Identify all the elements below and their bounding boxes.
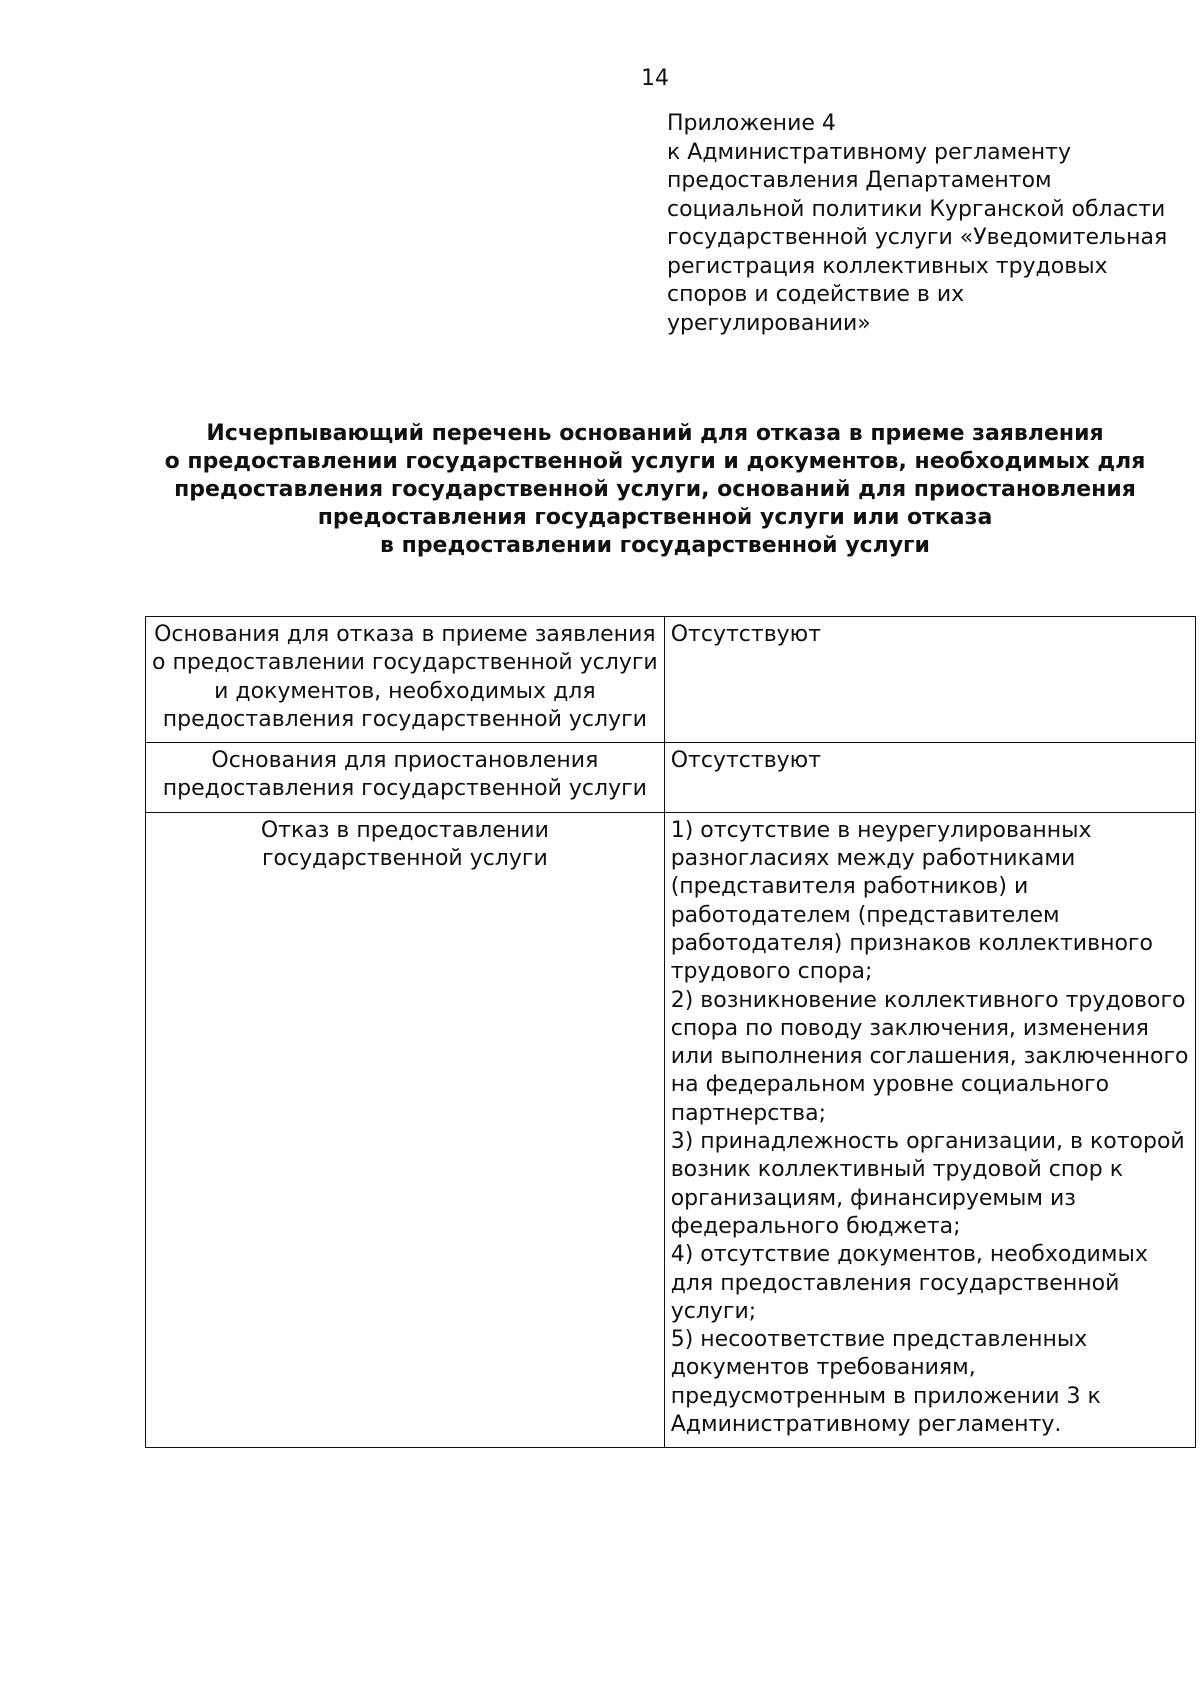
appendix-line: к Административному регламенту — [667, 139, 1071, 165]
appendix-line: урегулировании» — [667, 310, 871, 336]
cell-line: партнерства; — [670, 1100, 827, 1126]
cell-line: (представителя работников) и — [670, 874, 1029, 900]
cell-line: работодателя) признаков коллективного — [670, 930, 1153, 956]
cell-line: для предоставления государственной — [670, 1270, 1120, 1296]
table-value-cell — [664, 743, 1195, 813]
document-title — [150, 420, 1160, 560]
cell-line: разногласиях между работниками — [670, 846, 1076, 872]
cell-line: 4) отсутствие документов, необходимых — [670, 1242, 1148, 1268]
cell-line: предоставления государственной услуги — [162, 776, 647, 802]
cell-line: Административному регламенту. — [670, 1412, 1062, 1438]
cell-line: и документов, необходимых для — [214, 678, 596, 704]
title-line: предоставления государственной услуги или отказа — [317, 505, 993, 530]
cell-line: о предоставлении государственной услуги — [152, 650, 658, 676]
cell-line: организациям, финансируемым из — [670, 1185, 1076, 1211]
cell-line: спора по поводу заключения, изменения — [670, 1015, 1149, 1041]
cell-line: на федеральном уровне социального — [670, 1072, 1110, 1098]
appendix-line: социальной политики Курганской области — [667, 196, 1166, 222]
title-line: предоставления государственной услуги, оснований для приостановления — [174, 477, 1136, 502]
cell-line: трудового спора; — [670, 959, 873, 985]
cell-line: Отказ в предоставлении — [260, 817, 549, 843]
appendix-line: предоставления Департаментом — [667, 168, 1052, 193]
title-line: Исчерпывающий перечень оснований для отказа в приеме заявления — [206, 421, 1104, 446]
appendix-header — [667, 110, 1187, 338]
cell-line: предусмотренным в приложении 3 к — [670, 1383, 1101, 1409]
appendix-line: Приложение 4 — [667, 111, 836, 136]
cell-line: 5) несоответствие представленных — [670, 1327, 1088, 1353]
cell-line: услуги; — [670, 1298, 757, 1324]
table-row — [146, 617, 1196, 743]
cell-line: или выполнения соглашения, заключенного — [670, 1044, 1189, 1070]
table-row — [146, 743, 1196, 813]
cell-line: работодателем (представителем — [670, 902, 1060, 928]
cell-line: Основания для отказа в приеме заявления — [154, 622, 656, 647]
table-row — [146, 812, 1196, 1448]
appendix-line: регистрация коллективных трудовых — [667, 253, 1108, 279]
cell-line: 1) отсутствие в неурегулированных — [670, 817, 1092, 843]
title-line: в предоставлении государственной услуги — [380, 533, 930, 558]
table-label-cell — [146, 617, 665, 743]
page-number: 14 — [641, 66, 669, 91]
cell-line: 3) принадлежность организации, в которой — [670, 1129, 1185, 1155]
cell-line: федерального бюджета; — [670, 1213, 961, 1239]
table-value-cell — [664, 617, 1195, 743]
appendix-line: споров и содействие в их — [667, 282, 965, 307]
title-line: о предоставлении государственной услуги и документов, необходимых для — [164, 449, 1146, 474]
cell-line: государственной услуги — [261, 846, 548, 872]
cell-line: предоставления государственной услуги — [162, 706, 647, 732]
cell-line: Отсутствуют — [670, 748, 822, 774]
cell-line: Отсутствуют — [670, 622, 822, 647]
cell-line: возник коллективный трудовой спор к — [670, 1157, 1123, 1183]
table-value-cell — [664, 812, 1195, 1448]
table-label-cell — [146, 812, 665, 1448]
cell-line: документов требованиям, — [670, 1355, 976, 1381]
grounds-table — [145, 616, 1196, 1448]
cell-line: Основания для приостановления — [211, 748, 599, 774]
cell-line: 2) возникновение коллективного трудового — [670, 987, 1186, 1013]
appendix-line: государственной услуги «Уведомительная — [667, 225, 1168, 250]
table-label-cell — [146, 743, 665, 813]
